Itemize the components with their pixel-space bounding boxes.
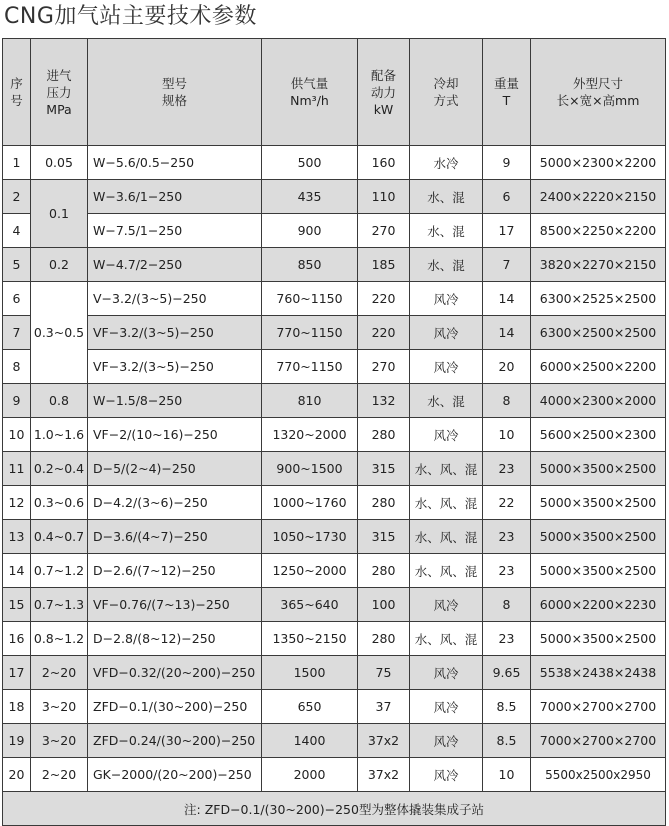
cell-size: 5600×2500×2300 bbox=[531, 418, 666, 452]
page-title: CNG加气站主要技术参数 bbox=[4, 4, 257, 29]
cell-weight: 9.65 bbox=[483, 656, 531, 690]
cell-power: 185 bbox=[358, 248, 410, 282]
cell-weight: 23 bbox=[483, 452, 531, 486]
cell-no: 12 bbox=[3, 486, 31, 520]
cell-no: 10 bbox=[3, 418, 31, 452]
cell-no: 6 bbox=[3, 282, 31, 316]
cell-power: 37x2 bbox=[358, 724, 410, 758]
cell-supply: 1350~2150 bbox=[262, 622, 358, 656]
cell-cooling: 风冷 bbox=[410, 758, 483, 792]
cell-no: 19 bbox=[3, 724, 31, 758]
cell-no: 18 bbox=[3, 690, 31, 724]
cell-pressure: 0.2~0.4 bbox=[31, 452, 88, 486]
table-row bbox=[3, 418, 666, 452]
cell-power: 280 bbox=[358, 622, 410, 656]
cell-size: 5000×3500×2500 bbox=[531, 452, 666, 486]
cell-power: 270 bbox=[358, 350, 410, 384]
cell-model: W−3.6/1−250 bbox=[88, 180, 262, 214]
cell-no: 15 bbox=[3, 588, 31, 622]
cell-weight: 20 bbox=[483, 350, 531, 384]
cell-pressure: 0.4~0.7 bbox=[31, 520, 88, 554]
table-row bbox=[3, 384, 666, 418]
cell-cooling: 水冷 bbox=[410, 146, 483, 180]
table-row bbox=[3, 656, 666, 690]
cell-cooling: 水、风、混 bbox=[410, 486, 483, 520]
cell-weight: 8 bbox=[483, 384, 531, 418]
cell-size: 7000×2700×2700 bbox=[531, 724, 666, 758]
cell-power: 280 bbox=[358, 554, 410, 588]
cell-power: 110 bbox=[358, 180, 410, 214]
cell-weight: 14 bbox=[483, 316, 531, 350]
cell-cooling: 风冷 bbox=[410, 724, 483, 758]
cell-no: 11 bbox=[3, 452, 31, 486]
cell-size: 8500×2250×2200 bbox=[531, 214, 666, 248]
cell-size: 3820×2270×2150 bbox=[531, 248, 666, 282]
cell-model: VF−0.76/(7~13)−250 bbox=[88, 588, 262, 622]
cell-model: W−4.7/2−250 bbox=[88, 248, 262, 282]
table-row bbox=[3, 452, 666, 486]
header-model: 型号 规格 bbox=[88, 39, 262, 146]
cell-model: VF−2/(10~16)−250 bbox=[88, 418, 262, 452]
cell-pressure: 0.8~1.2 bbox=[31, 622, 88, 656]
cell-size: 5500x2500x2950 bbox=[531, 758, 666, 792]
cell-pressure: 0.3~0.5 bbox=[31, 282, 88, 384]
cell-size: 4000×2300×2000 bbox=[531, 384, 666, 418]
cell-no: 13 bbox=[3, 520, 31, 554]
cell-supply: 1050~1730 bbox=[262, 520, 358, 554]
cell-cooling: 水、混 bbox=[410, 214, 483, 248]
cell-power: 100 bbox=[358, 588, 410, 622]
cell-pressure: 3~20 bbox=[31, 690, 88, 724]
cell-model: W−5.6/0.5−250 bbox=[88, 146, 262, 180]
cell-pressure: 0.1 bbox=[31, 180, 88, 248]
cell-no: 7 bbox=[3, 316, 31, 350]
table-row bbox=[3, 690, 666, 724]
cell-supply: 770~1150 bbox=[262, 350, 358, 384]
cell-weight: 8.5 bbox=[483, 724, 531, 758]
cell-pressure: 0.3~0.6 bbox=[31, 486, 88, 520]
cell-pressure: 0.7~1.3 bbox=[31, 588, 88, 622]
cell-weight: 23 bbox=[483, 554, 531, 588]
cell-size: 5000×3500×2500 bbox=[531, 486, 666, 520]
cell-cooling: 风冷 bbox=[410, 282, 483, 316]
cell-model: VF−3.2/(3~5)−250 bbox=[88, 350, 262, 384]
cell-no: 14 bbox=[3, 554, 31, 588]
table-row bbox=[3, 520, 666, 554]
cell-no: 8 bbox=[3, 350, 31, 384]
table-row bbox=[3, 248, 666, 282]
cell-no: 1 bbox=[3, 146, 31, 180]
cell-cooling: 水、风、混 bbox=[410, 622, 483, 656]
cell-model: VFD−0.32/(20~200)−250 bbox=[88, 656, 262, 690]
cell-supply: 1320~2000 bbox=[262, 418, 358, 452]
table-row bbox=[3, 282, 666, 316]
cell-pressure: 3~20 bbox=[31, 724, 88, 758]
cell-pressure: 0.05 bbox=[31, 146, 88, 180]
table-row bbox=[3, 486, 666, 520]
cell-model: ZFD−0.1/(30~200)−250 bbox=[88, 690, 262, 724]
cell-cooling: 水、混 bbox=[410, 180, 483, 214]
cell-no: 2 bbox=[3, 180, 31, 214]
cell-pressure: 0.7~1.2 bbox=[31, 554, 88, 588]
cell-cooling: 水、混 bbox=[410, 248, 483, 282]
cell-size: 6300×2525×2500 bbox=[531, 282, 666, 316]
cell-pressure: 2~20 bbox=[31, 758, 88, 792]
cell-weight: 8.5 bbox=[483, 690, 531, 724]
header-no: 序 号 bbox=[3, 39, 31, 146]
cell-cooling: 风冷 bbox=[410, 418, 483, 452]
cell-model: VF−3.2/(3~5)−250 bbox=[88, 316, 262, 350]
header-size: 外型尺寸 长×宽×高mm bbox=[531, 39, 666, 146]
cell-weight: 6 bbox=[483, 180, 531, 214]
table-row bbox=[3, 214, 666, 248]
cell-cooling: 水、风、混 bbox=[410, 554, 483, 588]
cell-no: 9 bbox=[3, 384, 31, 418]
cell-no: 5 bbox=[3, 248, 31, 282]
cell-weight: 9 bbox=[483, 146, 531, 180]
cell-weight: 17 bbox=[483, 214, 531, 248]
cell-no: 16 bbox=[3, 622, 31, 656]
cell-cooling: 风冷 bbox=[410, 350, 483, 384]
cell-cooling: 水、混 bbox=[410, 384, 483, 418]
cell-cooling: 水、风、混 bbox=[410, 452, 483, 486]
cell-weight: 14 bbox=[483, 282, 531, 316]
cell-weight: 7 bbox=[483, 248, 531, 282]
cell-supply: 365~640 bbox=[262, 588, 358, 622]
cell-model: D−4.2/(3~6)−250 bbox=[88, 486, 262, 520]
cell-size: 6000×2200×2230 bbox=[531, 588, 666, 622]
cell-power: 132 bbox=[358, 384, 410, 418]
cell-cooling: 风冷 bbox=[410, 316, 483, 350]
cell-model: D−2.6/(7~12)−250 bbox=[88, 554, 262, 588]
cell-supply: 1400 bbox=[262, 724, 358, 758]
cell-size: 5000×3500×2500 bbox=[531, 622, 666, 656]
header-row bbox=[3, 39, 666, 146]
cell-model: ZFD−0.24/(30~200)−250 bbox=[88, 724, 262, 758]
cell-size: 5000×3500×2500 bbox=[531, 554, 666, 588]
cell-power: 280 bbox=[358, 418, 410, 452]
cell-supply: 850 bbox=[262, 248, 358, 282]
cell-pressure: 1.0~1.6 bbox=[31, 418, 88, 452]
cell-power: 37x2 bbox=[358, 758, 410, 792]
note-row bbox=[3, 792, 666, 826]
cell-pressure: 0.2 bbox=[31, 248, 88, 282]
table-row bbox=[3, 350, 666, 384]
cell-supply: 650 bbox=[262, 690, 358, 724]
table-row bbox=[3, 588, 666, 622]
table-row bbox=[3, 622, 666, 656]
cell-pressure: 2~20 bbox=[31, 656, 88, 690]
header-power: 配备 动力 kW bbox=[358, 39, 410, 146]
table-row bbox=[3, 554, 666, 588]
header-weight: 重量 T bbox=[483, 39, 531, 146]
cell-weight: 23 bbox=[483, 622, 531, 656]
cell-size: 6000×2500×2200 bbox=[531, 350, 666, 384]
cell-size: 7000×2700×2700 bbox=[531, 690, 666, 724]
cell-model: GK−2000/(20~200)−250 bbox=[88, 758, 262, 792]
cell-cooling: 水、风、混 bbox=[410, 520, 483, 554]
cell-supply: 500 bbox=[262, 146, 358, 180]
spec-table bbox=[2, 38, 666, 826]
cell-pressure: 0.8 bbox=[31, 384, 88, 418]
cell-model: W−1.5/8−250 bbox=[88, 384, 262, 418]
header-pressure: 进气 压力 MPa bbox=[31, 39, 88, 146]
table-row bbox=[3, 724, 666, 758]
cell-size: 5000×3500×2500 bbox=[531, 520, 666, 554]
header-supply: 供气量 Nm³/h bbox=[262, 39, 358, 146]
cell-size: 2400×2220×2150 bbox=[531, 180, 666, 214]
cell-size: 6300×2500×2500 bbox=[531, 316, 666, 350]
cell-power: 220 bbox=[358, 316, 410, 350]
cell-model: D−5/(2~4)−250 bbox=[88, 452, 262, 486]
cell-power: 315 bbox=[358, 452, 410, 486]
cell-cooling: 风冷 bbox=[410, 656, 483, 690]
cell-model: V−3.2/(3~5)−250 bbox=[88, 282, 262, 316]
cell-model: D−2.8/(8~12)−250 bbox=[88, 622, 262, 656]
cell-supply: 900~1500 bbox=[262, 452, 358, 486]
cell-supply: 1250~2000 bbox=[262, 554, 358, 588]
table-note: 注: ZFD−0.1/(30~200)−250型为整体撬装集成子站 bbox=[3, 792, 666, 826]
cell-supply: 760~1150 bbox=[262, 282, 358, 316]
cell-supply: 435 bbox=[262, 180, 358, 214]
cell-model: D−3.6/(4~7)−250 bbox=[88, 520, 262, 554]
cell-power: 315 bbox=[358, 520, 410, 554]
cell-no: 17 bbox=[3, 656, 31, 690]
cell-cooling: 风冷 bbox=[410, 690, 483, 724]
cell-no: 20 bbox=[3, 758, 31, 792]
cell-model: W−7.5/1−250 bbox=[88, 214, 262, 248]
cell-supply: 2000 bbox=[262, 758, 358, 792]
cell-power: 220 bbox=[358, 282, 410, 316]
cell-weight: 22 bbox=[483, 486, 531, 520]
cell-supply: 900 bbox=[262, 214, 358, 248]
cell-supply: 1500 bbox=[262, 656, 358, 690]
table-row bbox=[3, 316, 666, 350]
table-row bbox=[3, 180, 666, 214]
cell-size: 5000×2300×2200 bbox=[531, 146, 666, 180]
table-row bbox=[3, 146, 666, 180]
cell-power: 37 bbox=[358, 690, 410, 724]
cell-no: 4 bbox=[3, 214, 31, 248]
cell-size: 5538×2438×2438 bbox=[531, 656, 666, 690]
cell-power: 160 bbox=[358, 146, 410, 180]
cell-power: 280 bbox=[358, 486, 410, 520]
cell-weight: 10 bbox=[483, 758, 531, 792]
cell-weight: 8 bbox=[483, 588, 531, 622]
cell-supply: 810 bbox=[262, 384, 358, 418]
header-cooling: 冷却 方式 bbox=[410, 39, 483, 146]
cell-supply: 770~1150 bbox=[262, 316, 358, 350]
cell-supply: 1000~1760 bbox=[262, 486, 358, 520]
table-row bbox=[3, 758, 666, 792]
cell-power: 75 bbox=[358, 656, 410, 690]
cell-cooling: 风冷 bbox=[410, 588, 483, 622]
cell-weight: 23 bbox=[483, 520, 531, 554]
cell-power: 270 bbox=[358, 214, 410, 248]
cell-weight: 10 bbox=[483, 418, 531, 452]
